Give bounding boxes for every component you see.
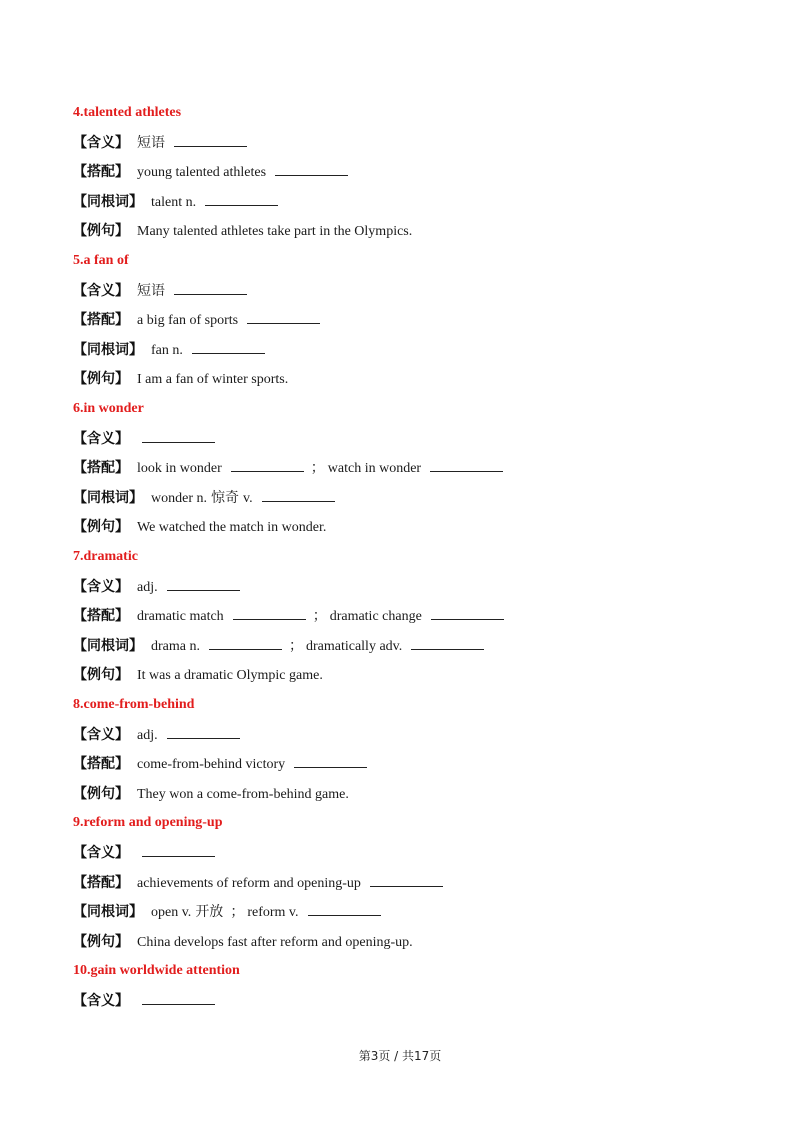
- row-label: 【搭配】: [73, 756, 129, 773]
- row-text: dramatic change: [329, 609, 422, 625]
- entry-row: [73, 430, 219, 449]
- entry-row: [73, 134, 251, 153]
- separator: ；: [230, 904, 245, 921]
- row-text: a big fan of sports: [137, 313, 239, 329]
- answer-blank[interactable]: [411, 637, 484, 650]
- separator: ；: [312, 608, 327, 625]
- answer-blank[interactable]: [142, 844, 215, 857]
- row-label: 【含义】: [73, 726, 129, 743]
- answer-blank[interactable]: [174, 282, 247, 295]
- row-text: They won a come-from-behind game.: [137, 786, 349, 802]
- answer-blank[interactable]: [275, 163, 348, 176]
- row-label: 【例句】: [73, 933, 129, 950]
- entry-row: [73, 193, 282, 212]
- row-text: Many talented athletes take part in the Olympics.: [137, 224, 413, 240]
- answer-blank[interactable]: [205, 193, 278, 206]
- row-label: 【同根词】: [73, 341, 143, 358]
- separator: ；: [288, 637, 303, 654]
- entry-row: [73, 785, 353, 804]
- answer-blank[interactable]: [231, 459, 304, 472]
- entry-row: [73, 341, 269, 360]
- row-text: open v.: [151, 905, 192, 921]
- row-text: 短语: [137, 134, 165, 151]
- entry-heading: 8.come-from-behind: [73, 697, 195, 712]
- row-text: drama n.: [151, 638, 200, 654]
- row-text: watch in wonder: [327, 461, 422, 477]
- row-text: adj.: [137, 579, 158, 595]
- row-text: reform v.: [247, 905, 299, 921]
- entry-row: [73, 607, 508, 626]
- entry-row: [73, 844, 219, 863]
- row-label: 【含义】: [73, 993, 129, 1009]
- row-label: 【含义】: [73, 578, 129, 595]
- entry-heading: 6.in wonder: [73, 401, 144, 416]
- answer-blank[interactable]: [431, 607, 504, 620]
- answer-blank[interactable]: [262, 489, 335, 502]
- answer-blank[interactable]: [209, 637, 282, 650]
- row-text: look in wonder: [137, 461, 222, 477]
- entry-row: [73, 666, 327, 685]
- entry-row: [73, 874, 447, 893]
- entry-row: [73, 222, 416, 241]
- page-footer: 第3页 / 共17页: [358, 1049, 442, 1063]
- row-text: fan n.: [151, 342, 183, 358]
- answer-blank[interactable]: [294, 755, 367, 768]
- row-label: 【例句】: [73, 371, 129, 388]
- answer-blank[interactable]: [192, 341, 265, 354]
- row-text: talent n.: [151, 194, 197, 210]
- answer-blank[interactable]: [142, 992, 215, 1005]
- answer-blank[interactable]: [167, 726, 240, 739]
- row-text: 惊奇: [211, 489, 239, 506]
- entry-row: [73, 489, 339, 508]
- entry-row: [73, 637, 488, 656]
- row-label: 【同根词】: [73, 904, 143, 921]
- row-text: young talented athletes: [137, 165, 267, 181]
- entry-heading: 10.gain worldwide attention: [73, 963, 240, 979]
- row-label: 【搭配】: [73, 460, 129, 477]
- entry-row: [73, 518, 330, 537]
- entry-row: [73, 459, 507, 478]
- entry-row: [73, 903, 385, 922]
- row-label: 【搭配】: [73, 874, 129, 891]
- row-label: 【例句】: [73, 519, 129, 536]
- row-text: China develops fast after reform and opening-up.: [137, 934, 413, 950]
- entry-row: [73, 726, 244, 745]
- separator: ；: [310, 460, 325, 477]
- row-label: 【搭配】: [73, 608, 129, 625]
- entry-row: [73, 163, 352, 182]
- row-text: adj.: [137, 727, 158, 743]
- entry-row: [73, 311, 324, 330]
- row-text: 开放: [195, 904, 224, 921]
- row-text: I am a fan of winter sports.: [137, 372, 289, 388]
- answer-blank[interactable]: [430, 459, 503, 472]
- row-text: wonder n.: [151, 490, 207, 506]
- entry-heading: 4.talented athletes: [73, 105, 182, 120]
- row-text: achievements of reform and opening-up: [137, 875, 361, 891]
- answer-blank[interactable]: [370, 874, 443, 887]
- entry-row: [73, 992, 219, 1011]
- entry-row: [73, 282, 251, 301]
- entry-row: [73, 933, 417, 952]
- row-text: dramatic match: [137, 609, 224, 625]
- row-text: v.: [243, 490, 253, 506]
- row-label: 【同根词】: [73, 637, 143, 654]
- answer-blank[interactable]: [308, 903, 381, 916]
- answer-blank[interactable]: [167, 578, 240, 591]
- entry-heading: 5.a fan of: [73, 253, 129, 268]
- row-label: 【含义】: [73, 430, 129, 447]
- entry-heading: 9.reform and opening-up: [73, 815, 223, 831]
- answer-blank[interactable]: [174, 134, 247, 147]
- row-label: 【含义】: [73, 282, 129, 299]
- row-label: 【同根词】: [73, 489, 143, 506]
- row-label: 【例句】: [73, 223, 129, 240]
- entry-heading: 7.dramatic: [73, 549, 138, 564]
- row-text: We watched the match in wonder.: [137, 520, 327, 536]
- entry-row: [73, 370, 292, 389]
- row-label: 【含义】: [73, 134, 129, 151]
- row-text: come-from-behind victory: [137, 757, 286, 773]
- row-label: 【例句】: [73, 667, 129, 684]
- entry-row: [73, 755, 371, 774]
- answer-blank[interactable]: [247, 311, 320, 324]
- row-text: It was a dramatic Olympic game.: [137, 668, 323, 684]
- row-label: 【搭配】: [73, 312, 129, 329]
- row-label: 【同根词】: [73, 193, 143, 210]
- row-label: 【含义】: [73, 845, 129, 861]
- answer-blank[interactable]: [142, 430, 215, 443]
- answer-blank[interactable]: [233, 607, 306, 620]
- entry-row: [73, 578, 244, 597]
- row-text: dramatically adv.: [305, 638, 403, 654]
- row-label: 【搭配】: [73, 164, 129, 181]
- row-label: 【例句】: [73, 785, 129, 802]
- row-text: 短语: [137, 282, 165, 299]
